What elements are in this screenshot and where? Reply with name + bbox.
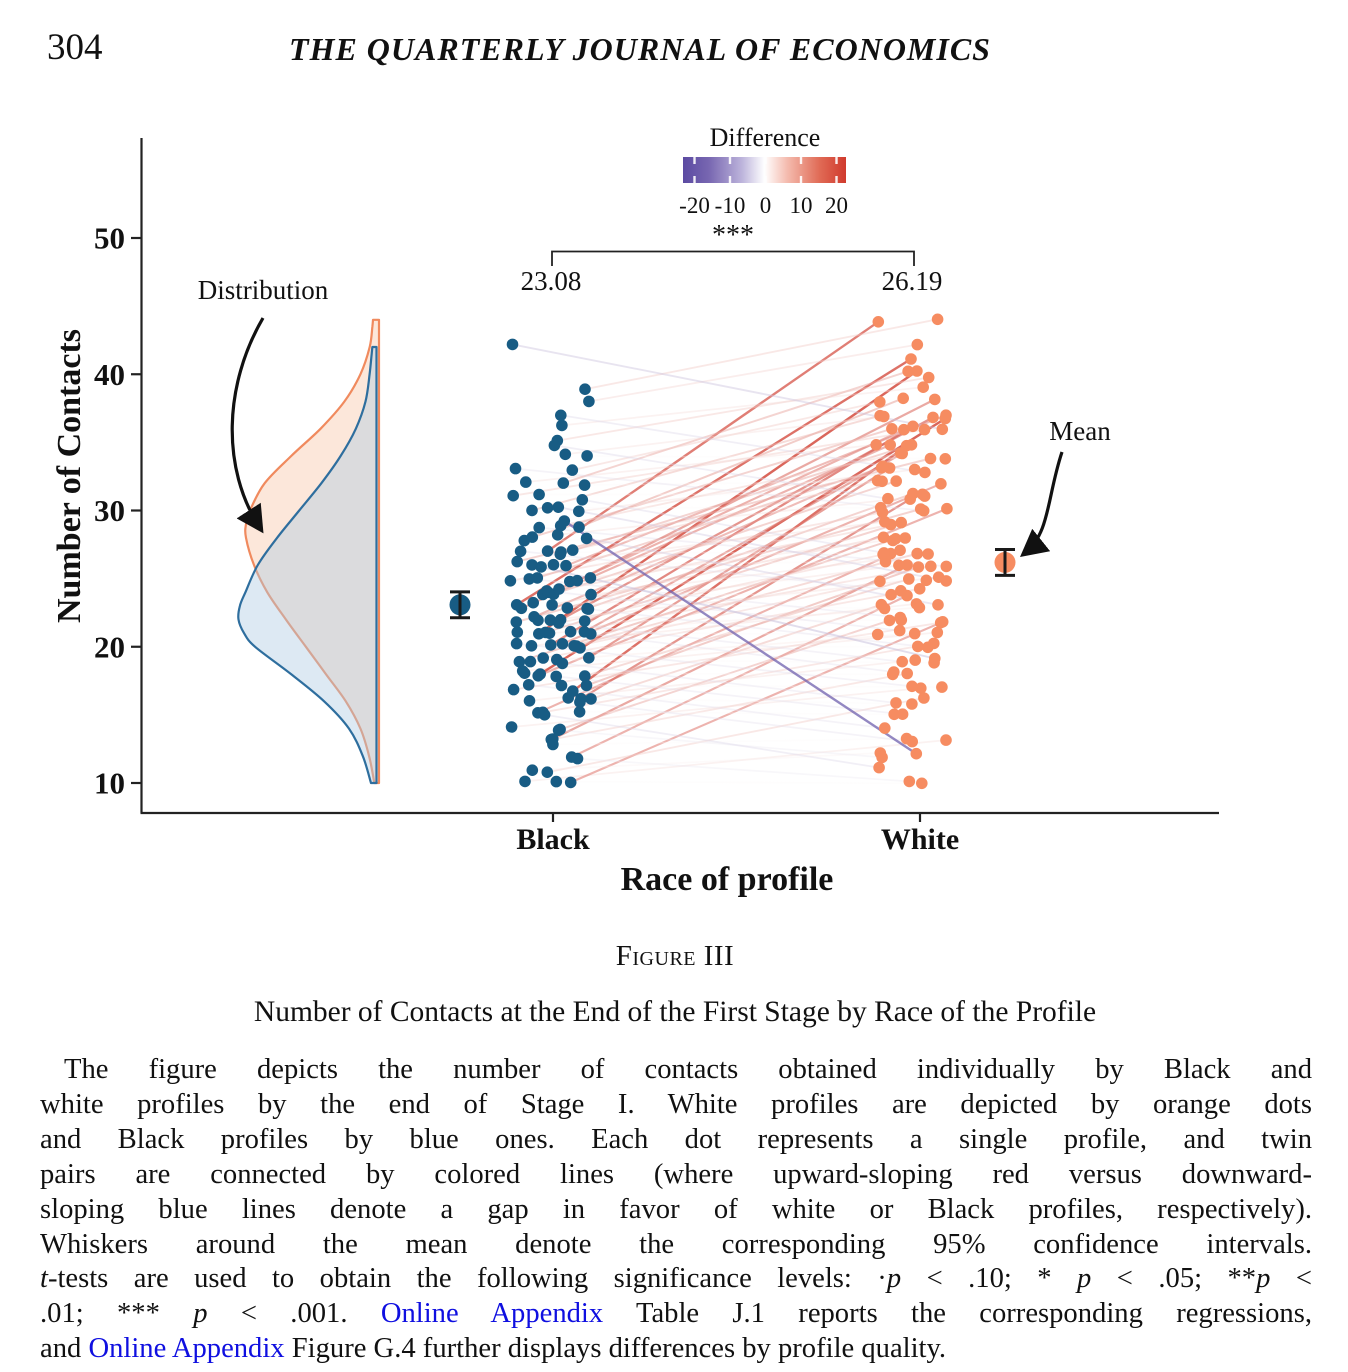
black-profile-dot	[537, 652, 549, 664]
notes-text: white profiles by the end of Stage I. White profiles are depicted by orange dots	[40, 1088, 1312, 1120]
white-profile-dot	[902, 366, 914, 378]
white-profile-dot	[916, 778, 928, 790]
white-profile-dot	[906, 736, 918, 748]
black-profile-dot	[512, 626, 524, 638]
white-profile-dot	[923, 372, 935, 384]
black-profile-dot	[520, 476, 532, 488]
white-mean-label: 26.19	[881, 266, 943, 296]
black-profile-dot	[555, 410, 567, 422]
black-profile-dot	[524, 695, 536, 707]
y-tick-label: 40	[94, 356, 125, 392]
black-profile-dot	[579, 615, 591, 627]
white-profile-dot	[890, 475, 902, 487]
black-profile-dot	[507, 339, 519, 351]
x-tick-label: Black	[516, 823, 590, 856]
black-profile-dot	[542, 502, 554, 514]
black-profile-dot	[579, 479, 591, 491]
white-profile-dot	[895, 447, 907, 459]
white-profile-dot	[879, 722, 891, 734]
white-profile-dot	[878, 411, 890, 423]
black-profile-dot	[526, 505, 538, 517]
white-profile-dot	[917, 489, 929, 501]
white-profile-dot	[870, 439, 882, 451]
white-profile-dot	[918, 692, 930, 704]
legend-title: Difference	[709, 123, 821, 152]
white-profile-dot	[874, 576, 886, 588]
notes-text: < .05; **	[1091, 1263, 1257, 1295]
white-profile-dot	[929, 394, 941, 406]
white-profile-dot	[904, 776, 916, 788]
colorbar-tick-label: 10	[789, 193, 813, 218]
black-profile-dot	[511, 616, 523, 628]
notes-line	[40, 1158, 1312, 1193]
black-profile-dot	[559, 515, 571, 527]
white-profile-dot	[918, 505, 930, 517]
white-profile-dot	[935, 478, 947, 490]
black-profile-dot	[519, 667, 531, 679]
black-profile-dot	[573, 506, 585, 518]
notes-line	[40, 1262, 1312, 1297]
white-profile-dot	[876, 752, 888, 764]
white-profile-dot	[872, 629, 884, 641]
x-axis-title: Race of profile	[620, 861, 834, 898]
white-profile-dot	[890, 697, 902, 709]
black-profile-dot	[577, 494, 589, 506]
white-profile-dot	[927, 412, 939, 424]
black-profile-dot	[548, 559, 560, 571]
colorbar-tick-label: -10	[714, 193, 746, 218]
white-profile-dot	[873, 762, 885, 774]
black-profile-dot	[583, 652, 595, 664]
black-profile-dot	[533, 522, 545, 534]
white-profile-dot	[906, 681, 918, 693]
white-profile-dot	[912, 339, 924, 351]
white-profile-dot	[894, 612, 906, 624]
black-profile-dot	[566, 751, 578, 763]
black-profile-dot	[562, 602, 574, 614]
white-profile-dot	[905, 353, 917, 365]
black-profile-dot	[549, 440, 561, 452]
black-profile-dot	[567, 464, 579, 476]
white-profile-dot	[898, 424, 910, 436]
pair-line	[580, 646, 918, 648]
black-profile-dot	[579, 626, 591, 638]
white-profile-dot	[895, 517, 907, 529]
black-profile-dot	[585, 693, 597, 705]
notes-text: Whiskers around the mean denote the corresponding 95% confidence intervals.	[40, 1228, 1312, 1260]
black-profile-dot	[558, 477, 570, 489]
significance-bracket	[552, 252, 914, 267]
white-profile-dot	[911, 548, 923, 560]
white-profile-dot	[886, 423, 898, 435]
white-profile-dot	[929, 653, 941, 665]
white-profile-dot	[903, 573, 915, 585]
white-profile-dot	[922, 642, 934, 654]
black-profile-dot	[546, 599, 558, 611]
black-profile-dot	[565, 626, 577, 638]
white-profile-dot	[887, 535, 899, 547]
black-profile-dot	[565, 777, 577, 789]
white-profile-dot	[941, 561, 953, 573]
online-appendix-link[interactable]: Online Appendix	[380, 1298, 604, 1330]
white-profile-dot	[878, 547, 890, 559]
online-appendix-link[interactable]: Online Appendix	[88, 1333, 285, 1365]
white-profile-dot	[925, 561, 937, 573]
y-axis-ticks	[94, 221, 141, 801]
figure-notes	[40, 1053, 1312, 1367]
notes-line	[40, 1053, 1312, 1088]
black-profile-dot	[535, 561, 547, 573]
white-profile-dot	[917, 381, 929, 393]
black-profile-dot	[579, 670, 591, 682]
colorbar-tick-label: 0	[759, 193, 772, 218]
black-profile-dot	[567, 685, 579, 697]
notes-text: -tests are used to obtain the following significance levels: ·	[47, 1263, 887, 1295]
black-profile-dot	[505, 575, 517, 587]
white-profile-dot	[879, 516, 891, 528]
black-profile-dot	[556, 420, 568, 432]
white-profile-dot	[940, 453, 952, 465]
black-profile-dot	[539, 709, 551, 721]
colorbar-tick-label: -20	[679, 193, 710, 218]
notes-text: <	[1270, 1263, 1312, 1295]
black-profile-dot	[585, 572, 597, 584]
black-profile-dot	[553, 617, 565, 629]
colorbar-tick-label: 20	[825, 193, 848, 218]
black-profile-dot	[551, 776, 563, 788]
black-mean-label: 23.08	[520, 266, 582, 296]
white-profile-dot	[895, 585, 907, 597]
white-profile-dot	[909, 628, 921, 640]
math-var: t	[40, 1263, 48, 1295]
black-profile-dot	[542, 766, 554, 778]
y-tick-label: 20	[94, 629, 125, 665]
black-profile-dot	[526, 640, 538, 652]
black-profile-dot	[525, 656, 537, 668]
black-profile-dot	[527, 597, 539, 609]
black-profile-dot	[555, 549, 567, 561]
significance-stars: ***	[712, 220, 754, 251]
black-profile-dot	[511, 638, 523, 650]
black-profile-dot	[519, 776, 531, 788]
notes-line	[40, 1123, 1312, 1158]
notes-text: Figure G.4 further displays differences by profile quality.	[284, 1333, 947, 1365]
white-profile-dot	[913, 561, 925, 573]
notes-text: Table J.1 reports the corresponding regressions,	[603, 1298, 1312, 1330]
x-axis-ticks	[516, 813, 959, 856]
white-profile-dot	[940, 575, 952, 587]
black-profile-dot	[567, 544, 579, 556]
black-profile-dot	[553, 583, 565, 595]
white-profile-dot	[901, 668, 913, 680]
white-profile-dot	[925, 453, 937, 465]
black-profile-dot	[527, 531, 539, 543]
white-profile-dot	[893, 560, 905, 572]
white-profile-dot	[919, 424, 931, 436]
black-profile-dot	[510, 463, 522, 475]
white-profile-dot	[875, 502, 887, 514]
black-profile-dot	[554, 724, 566, 736]
white-profile-dot	[897, 393, 909, 405]
black-profile-dot	[534, 668, 546, 680]
black-profile-dot	[581, 450, 593, 462]
math-var: p	[193, 1298, 208, 1330]
notes-text: < .10; *	[901, 1263, 1078, 1295]
distribution-annotation: Distribution	[197, 275, 329, 305]
black-profile-dot	[560, 560, 572, 572]
white-profile-dot	[899, 532, 911, 544]
notes-line	[40, 1228, 1312, 1263]
black-profile-dot	[527, 764, 539, 776]
white-profile-dot	[879, 603, 891, 615]
white-profile-dot	[932, 599, 944, 611]
white-profile-dot	[940, 409, 952, 421]
notes-text: < .001.	[207, 1298, 381, 1330]
black-profile-dot	[571, 575, 583, 587]
white-profile-dot	[936, 681, 948, 693]
notes-text: pairs are connected by colored lines (where upward-sloping red versus downward-	[40, 1158, 1312, 1190]
notes-text: .01; ***	[40, 1298, 194, 1330]
pair-line	[556, 782, 922, 784]
mean-arrow	[1025, 452, 1062, 553]
y-tick-label: 10	[94, 765, 125, 801]
notes-text: and	[40, 1333, 89, 1365]
black-profile-dot	[574, 696, 586, 708]
notes-line	[40, 1088, 1312, 1123]
black-profile-dot	[508, 684, 520, 696]
black-profile-dot	[523, 679, 535, 691]
white-profile-dot	[882, 493, 894, 505]
figure-label: Figure III	[615, 940, 735, 972]
black-profile-dot	[511, 556, 523, 568]
pair-line	[585, 620, 902, 621]
figure-title: Number of Contacts at the End of the First Stage by Race of the Profile	[253, 996, 1097, 1028]
black-profile-dot	[581, 533, 593, 545]
black-profile-dot	[583, 603, 595, 615]
white-profile-dot	[876, 462, 888, 474]
white-profile-dot	[919, 467, 931, 479]
white-profile-dot	[921, 575, 933, 587]
black-profile-dot	[514, 656, 526, 668]
pair-line	[578, 759, 910, 782]
notes-line	[40, 1193, 1312, 1228]
white-profile-dot	[912, 641, 924, 653]
white-profile-dot	[906, 439, 918, 451]
white-profile-dot	[932, 627, 944, 639]
y-tick-label: 30	[94, 493, 125, 528]
math-var: p	[1256, 1263, 1271, 1295]
white-profile-dot	[909, 464, 921, 476]
black-profile-dot	[557, 638, 569, 650]
white-profile-dot	[888, 666, 900, 678]
page-number: 304	[47, 27, 103, 68]
mean-annotation: Mean	[1049, 416, 1111, 446]
black-profile-dot	[579, 383, 591, 395]
notes-text: and Black profiles by blue ones. Each dot represents a single profile, and twin	[40, 1123, 1312, 1155]
white-profile-dot	[873, 316, 885, 328]
black-profile-dot	[532, 615, 544, 627]
black-profile-dot	[550, 671, 562, 683]
white-profile-dot	[940, 734, 952, 746]
black-profile-dot	[506, 721, 518, 733]
white-profile-dot	[876, 476, 888, 488]
black-profile-dot	[585, 589, 597, 601]
y-tick-label: 50	[94, 220, 125, 256]
white-profile-dot	[911, 748, 923, 760]
black-profile-dot	[507, 490, 519, 502]
notes-text: The figure depicts the number of contacts obtained individually by Black and	[64, 1054, 1312, 1085]
y-axis-title: Number of Contacts	[51, 328, 88, 624]
white-profile-dot	[896, 656, 908, 668]
white-profile-dot	[884, 615, 896, 627]
black-profile-dot	[524, 573, 536, 585]
math-var: p	[1077, 1263, 1092, 1295]
black-profile-dot	[533, 628, 545, 640]
black-profile-dot	[511, 599, 523, 611]
black-profile-dot	[542, 545, 554, 557]
black-profile-dot	[557, 658, 569, 670]
white-profile-dot	[941, 503, 953, 515]
notes-line	[40, 1332, 1312, 1367]
black-profile-dot	[533, 489, 545, 501]
white-profile-dot	[894, 625, 906, 637]
white-profile-dot	[909, 654, 921, 666]
black-profile-dot	[571, 640, 583, 652]
black-profile-dot	[560, 449, 572, 461]
white-profile-dot	[914, 602, 926, 614]
journal-header: THE QUARTERLY JOURNAL OF ECONOMICS	[289, 31, 991, 67]
white-profile-dot	[932, 314, 944, 326]
black-profile-dot	[515, 546, 527, 558]
black-profile-dot	[583, 396, 595, 408]
white-profile-dot	[937, 424, 949, 436]
white-profile-dot	[922, 548, 934, 560]
notes-line	[40, 1297, 1312, 1332]
notes-text: sloping blue lines denote a gap in favor of white or Black profiles, respectively).	[40, 1193, 1312, 1225]
black-profile-dot	[544, 627, 556, 639]
white-profile-dot	[884, 439, 896, 451]
black-profile-dot	[542, 587, 554, 599]
black-profile-dot	[573, 521, 585, 533]
math-var: p	[886, 1263, 902, 1295]
distribution-violins	[238, 320, 379, 783]
x-tick-label: White	[880, 823, 960, 856]
black-profile-dot	[553, 501, 565, 513]
white-profile-dot	[906, 698, 918, 710]
black-profile-dot	[545, 639, 557, 651]
white-profile-dot	[897, 708, 909, 720]
white-profile-dot	[874, 396, 886, 408]
